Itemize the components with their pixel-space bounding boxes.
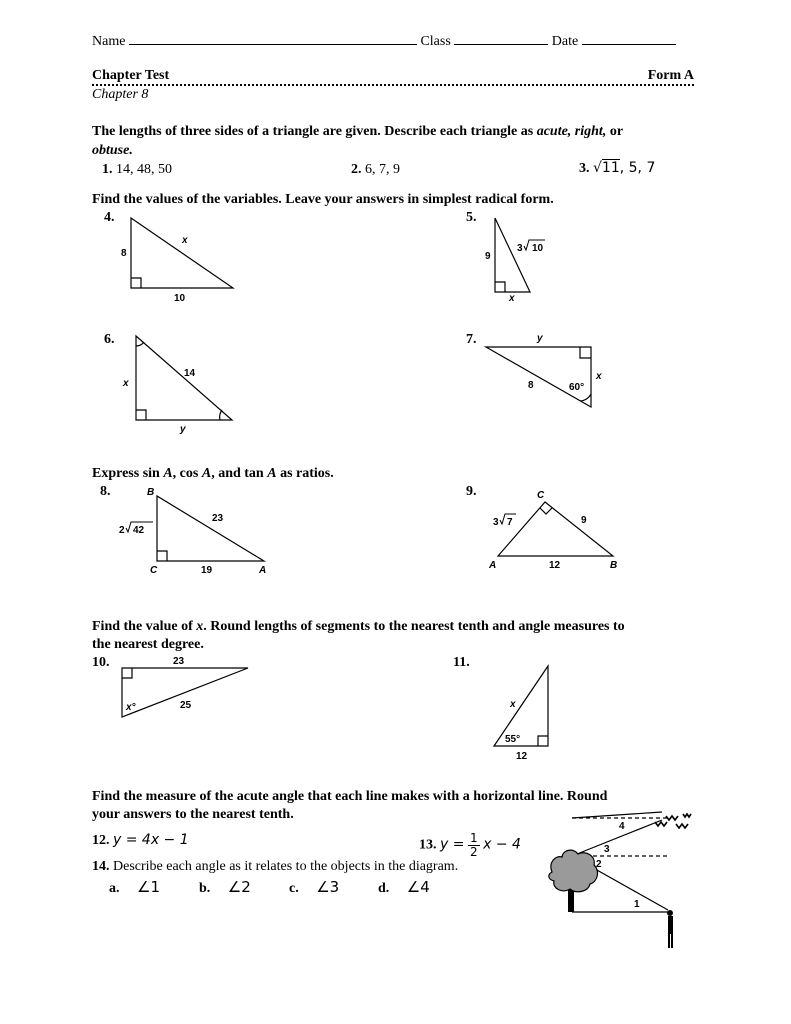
q9-left-coef: 3 <box>493 517 499 528</box>
q7-angle-label: 60° <box>569 382 585 393</box>
q8-left-rad: 42 <box>133 525 145 536</box>
q13-rhs: x − 4 <box>483 836 521 853</box>
q4-left-label: 8 <box>121 248 127 259</box>
s4-x: x <box>196 619 204 634</box>
person-icon <box>667 910 673 948</box>
q6-left-label: x <box>123 378 129 389</box>
q13-lhs: y = <box>440 836 465 853</box>
q5-hyp-coef: 3 <box>517 243 523 254</box>
diagram-angle-3: 3 <box>604 844 610 855</box>
q9-vertex-A: A <box>489 560 497 571</box>
q2-number: 2. <box>351 162 362 177</box>
s3-A1: A <box>163 466 173 481</box>
angle-3-label: ∠3 <box>316 878 340 896</box>
q7-right-label: x <box>596 371 602 382</box>
q6-number: 6. <box>104 332 115 347</box>
form-label: Form A <box>647 68 694 83</box>
q9-number: 9. <box>466 484 477 499</box>
section2-instruction: Find the values of the variables. Leave your answers in simplest radical form. <box>92 192 554 207</box>
part-a-letter: a. <box>109 881 120 896</box>
q10-hyp-label: 25 <box>180 700 192 711</box>
q9-left-rad: 7 <box>507 517 513 528</box>
q4-hyp-label: x <box>182 235 188 246</box>
diagram-angle-1: 1 <box>634 899 640 910</box>
q8-left-label <box>119 522 153 536</box>
q5-hyp-label <box>517 240 545 254</box>
q7-top-label: y <box>537 333 543 344</box>
q3-rest: , 5, 7 <box>619 160 656 176</box>
instruction-obtuse: obtuse. <box>92 143 133 158</box>
q5-hyp-rad: 10 <box>532 243 544 254</box>
s4-text-b: . Round lengths of segments to the nearest tenth and angle measures to <box>203 619 625 634</box>
date-label: Date <box>551 34 579 49</box>
q6-bottom-label: y <box>180 424 186 435</box>
angle-4-label: ∠4 <box>406 878 430 896</box>
q10-number: 10. <box>92 655 110 670</box>
q8-number: 8. <box>100 484 111 499</box>
s4-text-c: the nearest degree. <box>92 637 204 652</box>
q8-vertex-C: C <box>150 565 158 576</box>
q9-triangle <box>498 502 613 556</box>
s3-text-d: as ratios. <box>276 466 334 481</box>
q4-number: 4. <box>104 210 115 225</box>
part-c-letter: c. <box>289 881 299 896</box>
angle-1-label: ∠1 <box>137 878 160 896</box>
angle-2-label: ∠2 <box>227 878 251 896</box>
q5-number: 5. <box>466 210 477 225</box>
q8-vertex-A: A <box>259 565 267 576</box>
name-label: Name <box>92 34 126 49</box>
q7-hyp-label: 8 <box>528 380 534 391</box>
diagram-angle-4: 4 <box>619 821 625 832</box>
q8-hyp-label: 23 <box>212 513 224 524</box>
q9-vertex-C: C <box>537 490 545 501</box>
q3-radicand: 11 <box>601 160 620 176</box>
q13-number: 13. <box>419 837 437 853</box>
q9-right-label: 9 <box>581 515 587 526</box>
q10-top-label: 23 <box>173 656 185 667</box>
q11-bottom-label: 12 <box>516 751 528 762</box>
q4-bottom-label: 10 <box>174 293 186 304</box>
part-d-letter: d. <box>378 881 390 896</box>
q13-numerator: 1 <box>469 831 478 845</box>
instruction-or: or <box>606 124 624 139</box>
s3-A3: A <box>267 466 277 481</box>
q8-bottom-label: 19 <box>201 565 213 576</box>
s3-A2: A <box>201 466 212 481</box>
q11-hyp-label: x <box>510 699 516 710</box>
s3-text-a: Express sin <box>92 466 164 481</box>
q4-triangle <box>131 218 233 288</box>
q11-angle-label: 55° <box>505 734 521 745</box>
q10-angle-label: x° <box>126 702 136 713</box>
q11-number: 11. <box>453 655 470 670</box>
q1-text: 14, 48, 50 <box>116 162 172 177</box>
diagram-angle-2: 2 <box>596 859 602 870</box>
q13-denominator: 2 <box>469 845 478 859</box>
chapter-test-title: Chapter Test <box>92 68 170 83</box>
q5-triangle <box>495 218 530 292</box>
q12-equation: y = 4x − 1 <box>113 832 189 848</box>
q12-number: 12. <box>92 833 110 848</box>
q14-text: Describe each angle as it relates to the objects in the diagram. <box>109 859 459 874</box>
s5-text-b: your answers to the nearest tenth. <box>92 807 294 822</box>
q9-left-label <box>493 514 516 528</box>
q9-vertex-B: B <box>610 560 618 571</box>
q3-number: 3. <box>579 161 590 176</box>
q9-bottom-label: 12 <box>549 560 561 571</box>
chapter-label: Chapter 8 <box>92 87 149 102</box>
s5-text-a: Find the measure of the acute angle that each line makes with a horizontal line. Round <box>92 789 608 804</box>
s3-text-b: , cos <box>172 466 202 481</box>
figure-labels <box>119 235 640 910</box>
instruction-text: The lengths of three sides of a triangle are given. Describe each triangle as <box>92 124 537 139</box>
instruction-terms: acute, right, <box>536 124 607 139</box>
q5-bottom-label: x <box>509 293 515 304</box>
q6-hyp-label: 14 <box>184 368 196 379</box>
q14-number: 14. <box>92 859 110 874</box>
s4-text-a: Find the value of <box>92 619 197 634</box>
q3-math: √11, 5, 7 <box>593 160 656 176</box>
q8-left-coef: 2 <box>119 525 125 536</box>
q7-number: 7. <box>466 332 477 347</box>
class-label: Class <box>420 34 451 49</box>
q1-number: 1. <box>102 162 113 177</box>
tree-icon <box>549 850 598 912</box>
part-b-letter: b. <box>199 881 211 896</box>
q8-vertex-B: B <box>147 487 155 498</box>
q2-text: 6, 7, 9 <box>365 162 400 177</box>
q5-left-label: 9 <box>485 251 491 262</box>
s3-text-c: , and tan <box>211 466 268 481</box>
q7-triangle <box>486 347 591 407</box>
q8-triangle <box>157 496 264 561</box>
q11-triangle <box>494 666 548 746</box>
